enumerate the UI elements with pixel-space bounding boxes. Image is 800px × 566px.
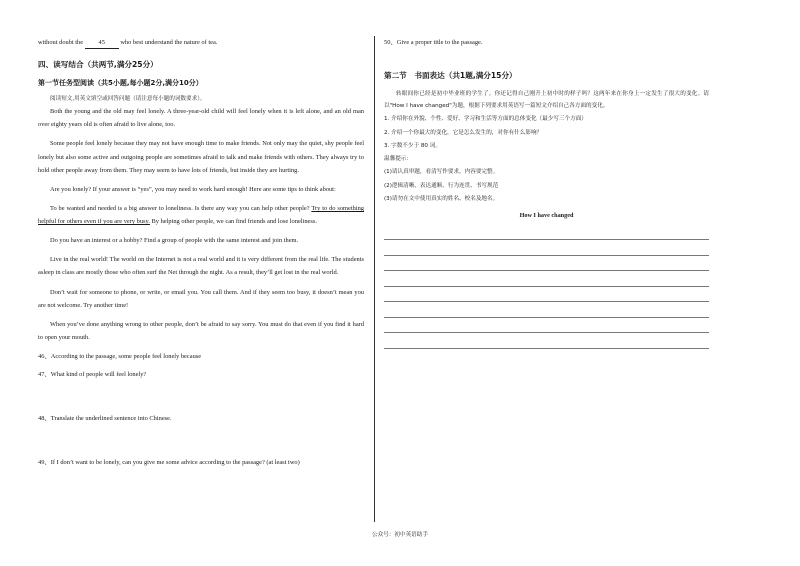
writing-section-title: 第二节 书面表达（共1题,满分15分） [384, 70, 517, 80]
passage-paragraph: Some people feel lonely because they may not have enough time to make friends. Not only may the quiet, shy people feel lonely but also some active and outgoing people are sometimes afraid to talk and make friends with others. They always try to hold other people away from them. They may seem to have lots of friends, but inside they are hurting. [38, 140, 364, 174]
writing-prompt-block [384, 88, 709, 206]
passage-paragraph: Do you have an interest or a hobby? Find a group of people with the same interest and join them. [50, 237, 299, 245]
writing-line[interactable] [384, 333, 709, 349]
tip-item: (3)请勿在文中使用真实的姓名、校名及地名。 [384, 196, 499, 203]
writing-line[interactable] [384, 240, 709, 256]
passage-paragraph-with-underline [38, 202, 364, 228]
right-column [384, 38, 709, 349]
question-49: 49、If I don’t want to be lonely, can you give me some advice according to the passage? (at least two) [38, 458, 300, 466]
passage-paragraph: Both the young and the old may feel lonely. A three-year-old child will feel lonely when it is left alone, and an old man over eighty years old is often afraid to live alone, too. [38, 108, 364, 129]
paragraph-text: By helping other people, we can find friends and lose loneliness. [151, 218, 317, 226]
task-reading-title: 第一节任务型阅读（共5小题,每小题2分,满分10分） [38, 78, 203, 87]
question-50: 50、Give a proper title to the passage. [384, 39, 483, 46]
passage-paragraph: When you’ve done anything wrong to other people, don’t be afraid to say sorry. You must do that even if you find it hard to open your mouth. [38, 320, 364, 341]
column-divider [374, 36, 375, 522]
left-column [38, 38, 364, 468]
requirement-item: 2. 介绍一个你最大的变化，它是怎么发生的，对你有什么影响？ [384, 129, 543, 136]
underlined-sentence: Try to do something helpful for others even if you are very busy. [38, 204, 364, 226]
passage-paragraph: Don’t wait for someone to phone, or write, or email you. You call them. And if they seem too busy, it doesn’t mean you are not welcome. Try another time! [38, 288, 364, 309]
tips-title: 温馨提示： [384, 156, 412, 163]
writing-line[interactable] [384, 271, 709, 287]
paragraph-text: To be wanted and needed is a big answer to loneliness. Is there any way you can help other people? [50, 204, 310, 212]
cloze-text-before: without doubt the [38, 39, 84, 46]
essay-title: How I have changed [519, 212, 574, 220]
question-48: 48、Translate the underlined sentence into Chinese. [38, 414, 172, 422]
footer-watermark: 公众号：初中英语助手 [372, 532, 428, 538]
passage-paragraph: Are you lonely? If your answer is “yes”, you may need to work hard enough! Here are some tips to think about: [50, 185, 336, 193]
writing-lines [384, 225, 709, 349]
section-four-title: 四、读写结合（共两节,满分25分） [38, 59, 158, 69]
reading-instruction: 阅读短文,用英文填空或回答问题（请注意每小题的词数要求）。 [50, 95, 206, 102]
question-46: 46、According to the passage, some people feel lonely because [38, 353, 202, 361]
writing-line[interactable] [384, 287, 709, 303]
cloze-text-after: who best understand the nature of tea. [120, 39, 218, 46]
tip-item: (1)请认真审题，看清写作要求，内容要完整。 [384, 169, 499, 176]
answer-space [38, 380, 364, 406]
question-47: 47、What kind of people will feel lonely? [38, 370, 147, 378]
passage-paragraph: Live in the real world! The world on the Internet is not a real world and it is very different from the real life. The students asleep in class are mostly those who often surf the Net through the night. As a result, they’ll get lost in the real world. [38, 256, 364, 277]
requirement-item: 1. 介绍你在外貌、个性、爱好、学习和生活等方面的总体变化（最少写三个方面） [384, 116, 587, 123]
writing-line[interactable] [384, 225, 709, 241]
writing-line[interactable] [384, 256, 709, 272]
writing-prompt: 转眼间你已经是初中毕业班的学生了。你还记得自己刚升上初中时的样子吗？这两年来在你身上一定发生了很大的变化。请以"How I have changed"为题，根据下列要求用英语写一篇短文介绍自己各方面的变化。 [384, 90, 709, 109]
answer-space [38, 424, 364, 450]
requirement-item: 3. 字数不少于 80 词。 [384, 142, 441, 149]
cloze-answer-blank: 45 [85, 38, 119, 49]
writing-line[interactable] [384, 318, 709, 334]
cloze-continuation-line [38, 38, 364, 49]
tip-item: (2)逻辑清晰、表达通顺、行为连贯、书写规范 [384, 182, 499, 189]
writing-line[interactable] [384, 302, 709, 318]
